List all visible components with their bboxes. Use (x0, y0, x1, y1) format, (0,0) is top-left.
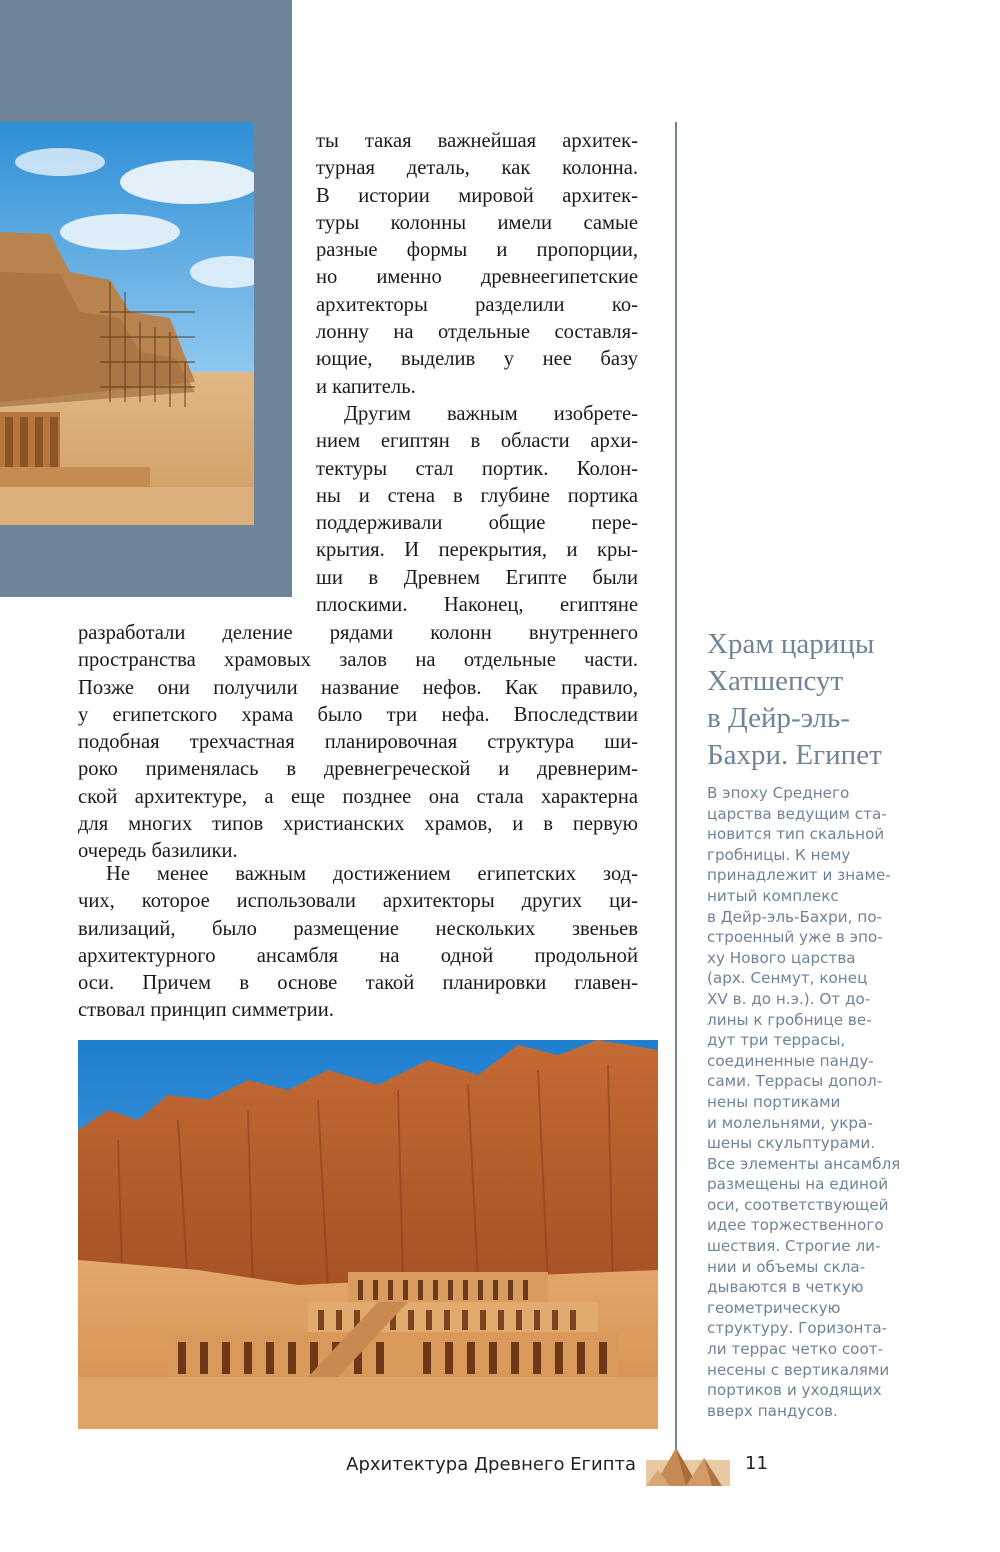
page-number: 11 (745, 1453, 768, 1474)
caption-line: XV в. до н.э.). От до- (707, 989, 871, 1008)
caption-line: ху Нового царства (707, 948, 856, 967)
sidebar-title (707, 626, 977, 774)
text-line: Позже они получили название нефов. Как правило, (78, 676, 638, 699)
text-line: турная деталь, как колонна. (316, 157, 638, 180)
text-line: ны и стена в глубине портика (316, 484, 638, 507)
caption-line: принадлежит и знаме- (707, 866, 891, 885)
caption-line: дут три террасы, (707, 1031, 846, 1050)
text-line: ши в Древнем Египте были (316, 566, 638, 589)
caption-line: соединенные панду- (707, 1051, 874, 1070)
caption-line: размещены на единой (707, 1175, 889, 1194)
caption-line: нии и объемы скла- (707, 1257, 866, 1276)
text-line: Не менее важным достижением египетских зод- (106, 863, 638, 885)
text-line: архитектурного ансамбля на одной продольной (78, 944, 638, 967)
title-line: Хатшепсут (707, 665, 844, 697)
caption-line: сами. Террасы допол- (707, 1072, 883, 1091)
text-line: поддерживали общие пере- (316, 512, 638, 535)
caption-line: портиков и уходящих (707, 1381, 882, 1400)
caption-line: новится тип скальной (707, 825, 885, 844)
text-line: но именно древнеегипетские (316, 266, 638, 289)
paragraph (78, 861, 638, 1025)
text-line: оси. Причем в основе такой планировки главен- (78, 972, 638, 995)
caption-line: вверх пандусов. (707, 1401, 838, 1420)
step-pyramid-photo (0, 122, 254, 525)
text-line: плоскими. Наконец, египтяне (316, 594, 638, 617)
text-line: у египетского храма было три нефа. Впоследствии (78, 703, 638, 726)
main-text-wide-column-2 (78, 861, 638, 1025)
caption-line: в Дейр-эль-Бахри, по- (707, 907, 883, 926)
title-line: Бахри. Египет (707, 739, 882, 771)
caption-line: шествия. Строгие ли- (707, 1237, 881, 1256)
text-line: подобная трехчастная планировочная структура ши- (78, 731, 638, 754)
title-line: в Дейр-эль- (707, 702, 850, 734)
caption-line: ли террас четко соот- (707, 1340, 884, 1359)
caption-line: нитый комплекс (707, 886, 839, 905)
text-line: разные формы и пропорции, (316, 239, 638, 262)
caption-line: и молельнями, укра- (707, 1113, 873, 1132)
main-text-narrow-column (316, 128, 638, 619)
text-line: ющие, выделив у нее базу (316, 348, 638, 371)
text-line: Другим важным изобрете- (344, 402, 638, 425)
text-line: ствовал принцип симметрии. (78, 999, 334, 1022)
caption-line: несены с вертикалями (707, 1360, 890, 1379)
text-line: разработали деление рядами колонн внутреннего (78, 622, 638, 644)
caption-line: (арх. Сенмут, конец (707, 969, 868, 988)
text-line: пространства храмовых залов на отдельные части. (78, 649, 638, 672)
pyramids-emblem-icon (646, 1442, 730, 1486)
caption-line: царства ведущим ста- (707, 804, 887, 823)
paragraph (316, 128, 638, 619)
caption-line: Все элементы ансамбля (707, 1154, 901, 1173)
text-line: вилизаций, было размещение нескольких звеньев (78, 917, 638, 940)
vertical-divider (675, 122, 677, 1452)
text-line: чих, которое использовали архитекторы других ци- (78, 890, 638, 913)
caption-line: лины к гробнице ве- (707, 1010, 872, 1029)
caption-line: шены скульптурами. (707, 1134, 876, 1153)
text-line: нием египтян в области архи- (316, 430, 638, 453)
caption-line: дываются в четкую (707, 1278, 864, 1297)
text-line: архитекторы разделили ко- (316, 293, 638, 316)
text-line: роко применялась в древнегреческой и древнерим- (78, 758, 638, 781)
hatshepsut-temple-photo (78, 1040, 658, 1429)
text-line: ты такая важнейшая архитек- (316, 130, 638, 152)
text-line: ской архитектуре, а еще позднее она стала характерна (78, 785, 638, 808)
sidebar-caption (707, 783, 903, 1421)
caption-line: В эпоху Среднего (707, 784, 850, 802)
caption-line: идее торжественного (707, 1216, 884, 1235)
text-line: лонну на отдельные составля- (316, 321, 638, 344)
main-text-wide-column (78, 620, 638, 866)
caption-line: гробницы. К нему (707, 845, 851, 864)
paragraph (78, 620, 638, 866)
text-line: крытия. И перекрытия, и кры- (316, 539, 638, 562)
caption-line: оси, соответствующей (707, 1195, 889, 1214)
caption-line: строенный уже в эпо- (707, 928, 883, 947)
text-line: и капитель. (316, 375, 416, 398)
text-line: тектуры стал портик. Колон- (316, 457, 638, 480)
caption-line: структуру. Горизонта- (707, 1319, 888, 1338)
text-line: В истории мировой архитек- (316, 184, 638, 207)
title-line: Храм царицы (707, 628, 875, 660)
caption-line: геометрическую (707, 1298, 841, 1317)
text-line: для многих типов христианских храмов, и в первую (78, 813, 638, 836)
text-line: очередь базилики. (78, 840, 238, 863)
running-footer-title: Архитектура Древнего Египта (346, 1454, 636, 1475)
text-line: туры колонны имели самые (316, 211, 638, 234)
caption-line: нены портиками (707, 1092, 841, 1111)
